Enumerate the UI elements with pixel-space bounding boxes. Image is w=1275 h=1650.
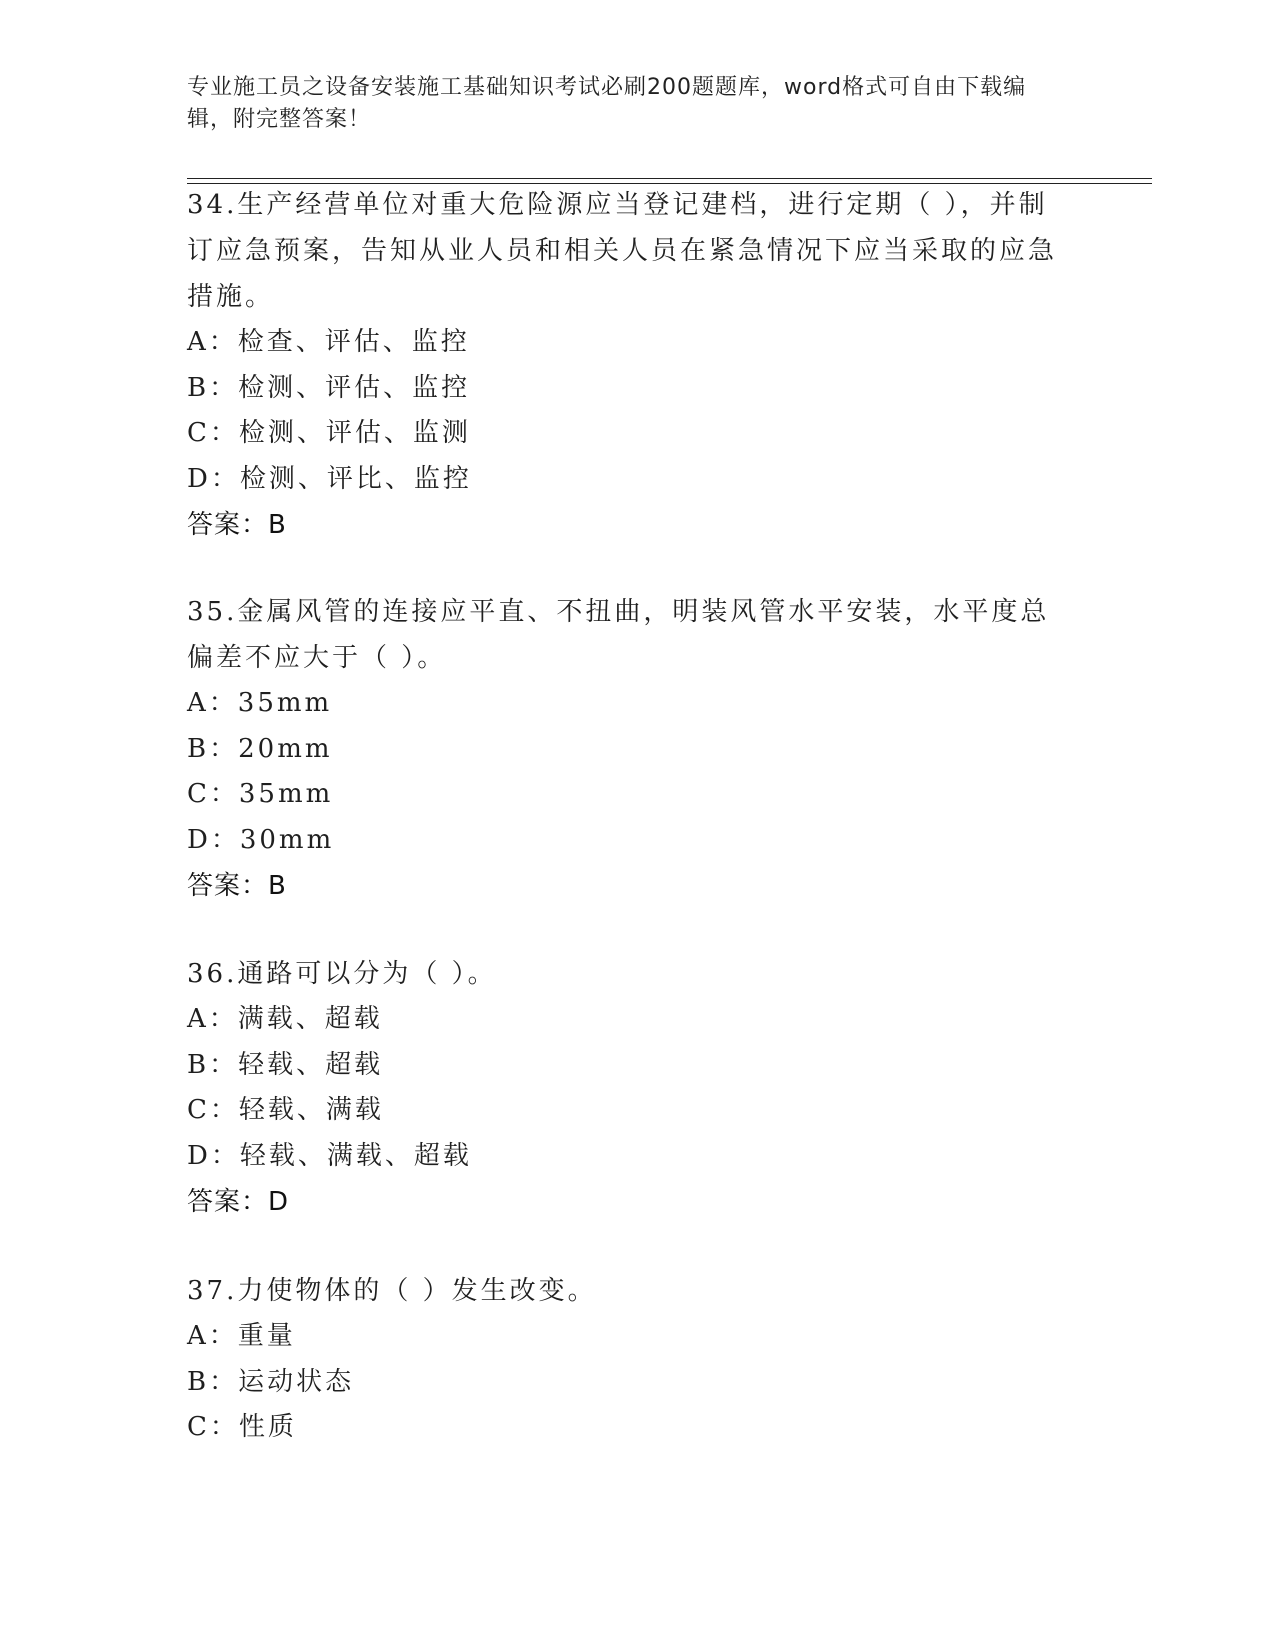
question-stem: 37.力使物体的（ ）发生改变。: [187, 1276, 597, 1306]
option-a: A：检查、评估、监控: [187, 327, 470, 357]
option-b: B：运动状态: [187, 1366, 355, 1397]
option-d: D：30mm: [187, 824, 335, 855]
option-b: B：检测、评估、监控: [187, 372, 471, 403]
option-a: A：满载、超载: [187, 1004, 383, 1034]
question-stem: 34.生产经营单位对重大危险源应当登记建档，进行定期（ ），并制订应急预案，告知从业人员和相关人员在紧急情况下应当采取的应急措施。: [187, 190, 1058, 312]
question-stem: 35.金属风管的连接应平直、不扭曲，明装风管水平安装，水平度总偏差不应大于（ ）。: [187, 597, 1050, 673]
option-c: C：检测、评估、监测: [187, 418, 471, 448]
option-a: A：35mm: [187, 688, 333, 718]
option-d: D：轻载、满载、超载: [187, 1140, 472, 1171]
option-b: B：20mm: [187, 733, 333, 764]
question-34: [187, 182, 1067, 548]
document-header: 专业施工员之设备安装施工基础知识考试必刷200题题库，word格式可自由下载编辑，附完整答案！: [187, 75, 1027, 132]
option-a: A：重量: [187, 1321, 296, 1351]
answer: 答案：B: [187, 871, 287, 901]
option-d: D：检测、评比、监控: [187, 463, 472, 494]
option-c: C：轻载、满载: [187, 1095, 384, 1125]
option-c: C：性质: [187, 1412, 297, 1442]
option-b: B：轻载、超载: [187, 1049, 384, 1080]
answer: 答案：B: [187, 510, 287, 540]
header-divider-top: [187, 178, 1152, 179]
question-35: [187, 589, 1067, 909]
question-37: [187, 1268, 1067, 1451]
answer: 答案：D: [187, 1187, 290, 1217]
question-36: [187, 951, 1067, 1225]
option-c: C：35mm: [187, 779, 334, 809]
question-stem: 36.通路可以分为（ ）。: [187, 959, 497, 989]
